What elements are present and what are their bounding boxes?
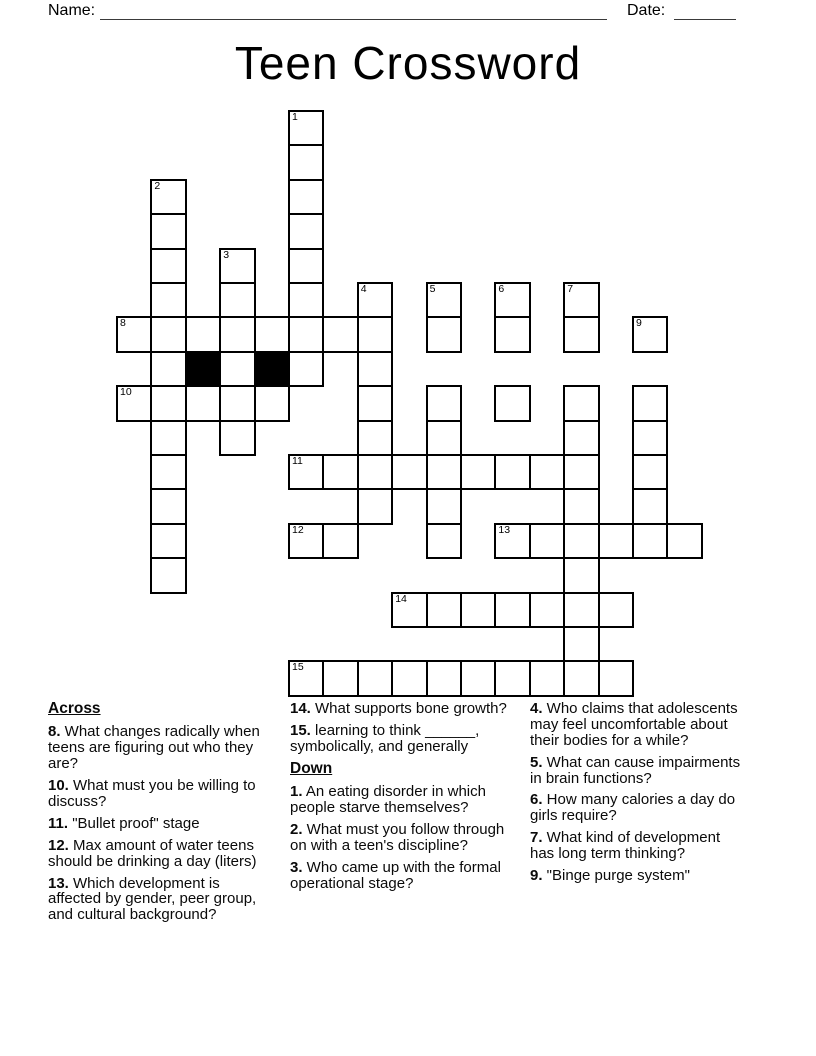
grid-cell[interactable] — [357, 488, 393, 524]
grid-cell[interactable] — [494, 523, 530, 559]
grid-cell[interactable] — [666, 523, 702, 559]
grid-cell[interactable] — [494, 660, 530, 696]
grid-cell[interactable] — [150, 557, 186, 593]
grid-cell[interactable] — [563, 557, 599, 593]
clue-number: 10. — [48, 777, 69, 795]
grid-cell[interactable] — [563, 385, 599, 421]
cell-number: 14 — [395, 592, 407, 605]
grid-cell[interactable] — [185, 385, 221, 421]
page-title: Teen Crossword — [234, 37, 582, 89]
cell-number: 5 — [429, 283, 436, 295]
grid-cell[interactable] — [185, 316, 221, 352]
grid-cell[interactable] — [150, 351, 186, 387]
grid-cell[interactable] — [150, 488, 186, 524]
grid-cell[interactable] — [426, 592, 462, 628]
grid-cell[interactable] — [288, 351, 324, 387]
grid-cell[interactable] — [288, 144, 324, 180]
grid-cell[interactable] — [116, 385, 152, 421]
grid-cell[interactable] — [632, 488, 668, 524]
grid-cell[interactable] — [529, 592, 565, 628]
grid-cell[interactable] — [219, 316, 255, 352]
clue-item: 10. What must you be willing to discuss? — [48, 777, 256, 810]
clue-number: 15. — [290, 721, 311, 739]
grid-cell[interactable] — [391, 454, 427, 490]
grid-cell[interactable] — [563, 454, 599, 490]
grid-cell[interactable] — [426, 385, 462, 421]
grid-cell[interactable] — [288, 523, 324, 559]
grid-cell[interactable] — [288, 248, 324, 284]
grid-cell[interactable] — [632, 523, 668, 559]
grid-cell[interactable] — [426, 454, 462, 490]
grid-cell[interactable] — [460, 660, 496, 696]
grid-cell[interactable] — [322, 660, 358, 696]
grid-cell[interactable] — [150, 282, 186, 318]
cell-number: 9 — [636, 317, 642, 330]
cell-number: 8 — [120, 317, 126, 330]
grid-cell[interactable] — [254, 385, 290, 421]
clue-item: 3. Who came up with the formal operational stage? — [290, 858, 501, 892]
clue-item: 5. What can cause impairments in brain functions? — [530, 753, 741, 787]
grid-cell[interactable] — [426, 488, 462, 524]
clue-number: 3. — [290, 858, 303, 876]
clue-item: 8. What changes radically when teens are figuring out who they are? — [48, 723, 260, 773]
grid-cell[interactable] — [150, 385, 186, 421]
black-cell — [254, 351, 290, 387]
grid-cell[interactable] — [494, 592, 530, 628]
clue-number: 1. — [290, 783, 303, 801]
clue-number: 11. — [48, 814, 69, 832]
clue-number: 6. — [530, 791, 543, 809]
grid-cell[interactable] — [426, 660, 462, 696]
grid-cell[interactable] — [357, 454, 393, 490]
cell-number: 10 — [120, 386, 132, 399]
grid-cell[interactable] — [150, 316, 186, 352]
grid-cell[interactable] — [563, 488, 599, 524]
grid-cell[interactable] — [529, 660, 565, 696]
grid-cell[interactable] — [460, 592, 496, 628]
cell-number: 12 — [292, 523, 304, 536]
clue-column-1 — [48, 701, 276, 929]
grid-cell[interactable] — [288, 179, 324, 215]
cell-number: 7 — [567, 283, 574, 295]
grid-cell[interactable] — [391, 660, 427, 696]
grid-cell[interactable] — [288, 282, 324, 318]
clue-column-3 — [530, 701, 746, 890]
grid-cell[interactable] — [632, 385, 668, 421]
grid-cell[interactable] — [150, 454, 186, 490]
grid-cell[interactable] — [494, 316, 530, 352]
grid-cell[interactable] — [150, 213, 186, 249]
grid-cell[interactable] — [494, 454, 530, 490]
grid-cell[interactable] — [219, 420, 255, 456]
cell-number: 11 — [292, 455, 303, 467]
clue-item: 4. Who claims that adolescents may feel uncomfortable about their bodies for a while? — [530, 700, 738, 749]
grid-cell[interactable] — [563, 420, 599, 456]
clue-item: 6. How many calories a day do girls require? — [530, 791, 736, 825]
clue-item: 15. learning to think ______, symbolically, and generally — [290, 721, 480, 755]
clue-heading-down: Down — [290, 759, 333, 777]
grid-cell[interactable] — [563, 592, 599, 628]
grid-cell[interactable] — [632, 420, 668, 456]
clue-item: 13. Which development is affected by gender, peer group, and cultural background? — [48, 874, 257, 924]
date-label: Date: — [627, 2, 666, 19]
grid-cell[interactable] — [494, 385, 530, 421]
grid-cell[interactable] — [116, 316, 152, 352]
clue-item: 1. An eating disorder in which people starve themselves? — [290, 783, 486, 816]
grid-cell[interactable] — [563, 626, 599, 662]
cell-number: 6 — [498, 283, 505, 295]
cell-number: 2 — [154, 179, 161, 192]
cell-number: 1 — [292, 111, 298, 123]
grid-cell[interactable] — [598, 592, 634, 628]
clue-column-2 — [290, 701, 522, 897]
grid-cell[interactable] — [426, 282, 462, 318]
cell-number: 13 — [498, 523, 511, 536]
grid-cell[interactable] — [563, 282, 599, 318]
clue-item: 2. What must you follow through on with a teen's discipline? — [290, 820, 505, 854]
clue-number: 9. — [530, 867, 543, 885]
grid-cell[interactable] — [563, 316, 599, 352]
date-blank-line — [674, 19, 736, 20]
grid-cell[interactable] — [322, 523, 358, 559]
grid-cell[interactable] — [150, 420, 186, 456]
clue-item: 7. What kind of development has long term thinking? — [530, 829, 721, 863]
clue-number: 2. — [290, 820, 303, 838]
clue-item: 12. Max amount of water teens should be drinking a day (liters) — [48, 836, 257, 870]
grid-cell[interactable] — [391, 592, 427, 628]
grid-cell[interactable] — [288, 213, 324, 249]
clue-number: 12. — [48, 836, 69, 854]
clue-item: 11. "Bullet proof" stage — [48, 814, 200, 832]
grid-cell[interactable] — [219, 385, 255, 421]
clue-item: 14. What supports bone growth? — [290, 700, 507, 717]
grid-cell[interactable] — [288, 660, 324, 696]
grid-cell[interactable] — [219, 351, 255, 387]
grid-cell[interactable] — [426, 316, 462, 352]
grid-cell[interactable] — [426, 420, 462, 456]
grid-cell[interactable] — [357, 282, 393, 318]
grid-cell[interactable] — [322, 454, 358, 490]
grid-cell[interactable] — [494, 282, 530, 318]
grid-cell[interactable] — [357, 420, 393, 456]
grid-cell[interactable] — [219, 248, 255, 284]
black-cell — [185, 351, 221, 387]
clue-number: 14. — [290, 700, 311, 717]
grid-cell[interactable] — [632, 454, 668, 490]
grid-cell[interactable] — [219, 282, 255, 318]
grid-cell[interactable] — [150, 523, 186, 559]
grid-cell[interactable] — [254, 316, 290, 352]
grid-cell[interactable] — [598, 660, 634, 696]
clue-number: 4. — [530, 700, 543, 717]
grid-cell[interactable] — [632, 316, 668, 352]
grid-cell[interactable] — [460, 454, 496, 490]
clue-number: 5. — [530, 753, 543, 771]
grid-cell[interactable] — [357, 385, 393, 421]
cell-number: 4 — [360, 283, 367, 295]
grid-cell[interactable] — [563, 523, 599, 559]
grid-cell[interactable] — [357, 316, 393, 352]
cell-number: 3 — [223, 248, 230, 261]
grid-cell[interactable] — [426, 523, 462, 559]
grid-cell[interactable] — [357, 660, 393, 696]
grid-cell[interactable] — [598, 523, 634, 559]
grid-cell[interactable] — [529, 454, 565, 490]
name-label: Name: — [48, 2, 96, 19]
grid-cell[interactable] — [150, 248, 186, 284]
grid-cell[interactable] — [288, 454, 324, 490]
clue-heading-across: Across — [48, 700, 101, 717]
clue-number: 13. — [48, 874, 69, 892]
clue-number: 8. — [48, 723, 61, 741]
clue-item: 9. "Binge purge system" — [530, 867, 690, 885]
name-blank-line — [100, 19, 607, 20]
cell-number: 15 — [292, 661, 304, 674]
grid-cell[interactable] — [529, 523, 565, 559]
grid-cell[interactable] — [288, 110, 324, 146]
grid-cell[interactable] — [150, 179, 186, 215]
grid-cell[interactable] — [322, 316, 358, 352]
grid-cell[interactable] — [563, 660, 599, 696]
grid-cell[interactable] — [357, 351, 393, 387]
grid-cell[interactable] — [288, 316, 324, 352]
clue-number: 7. — [530, 829, 543, 847]
